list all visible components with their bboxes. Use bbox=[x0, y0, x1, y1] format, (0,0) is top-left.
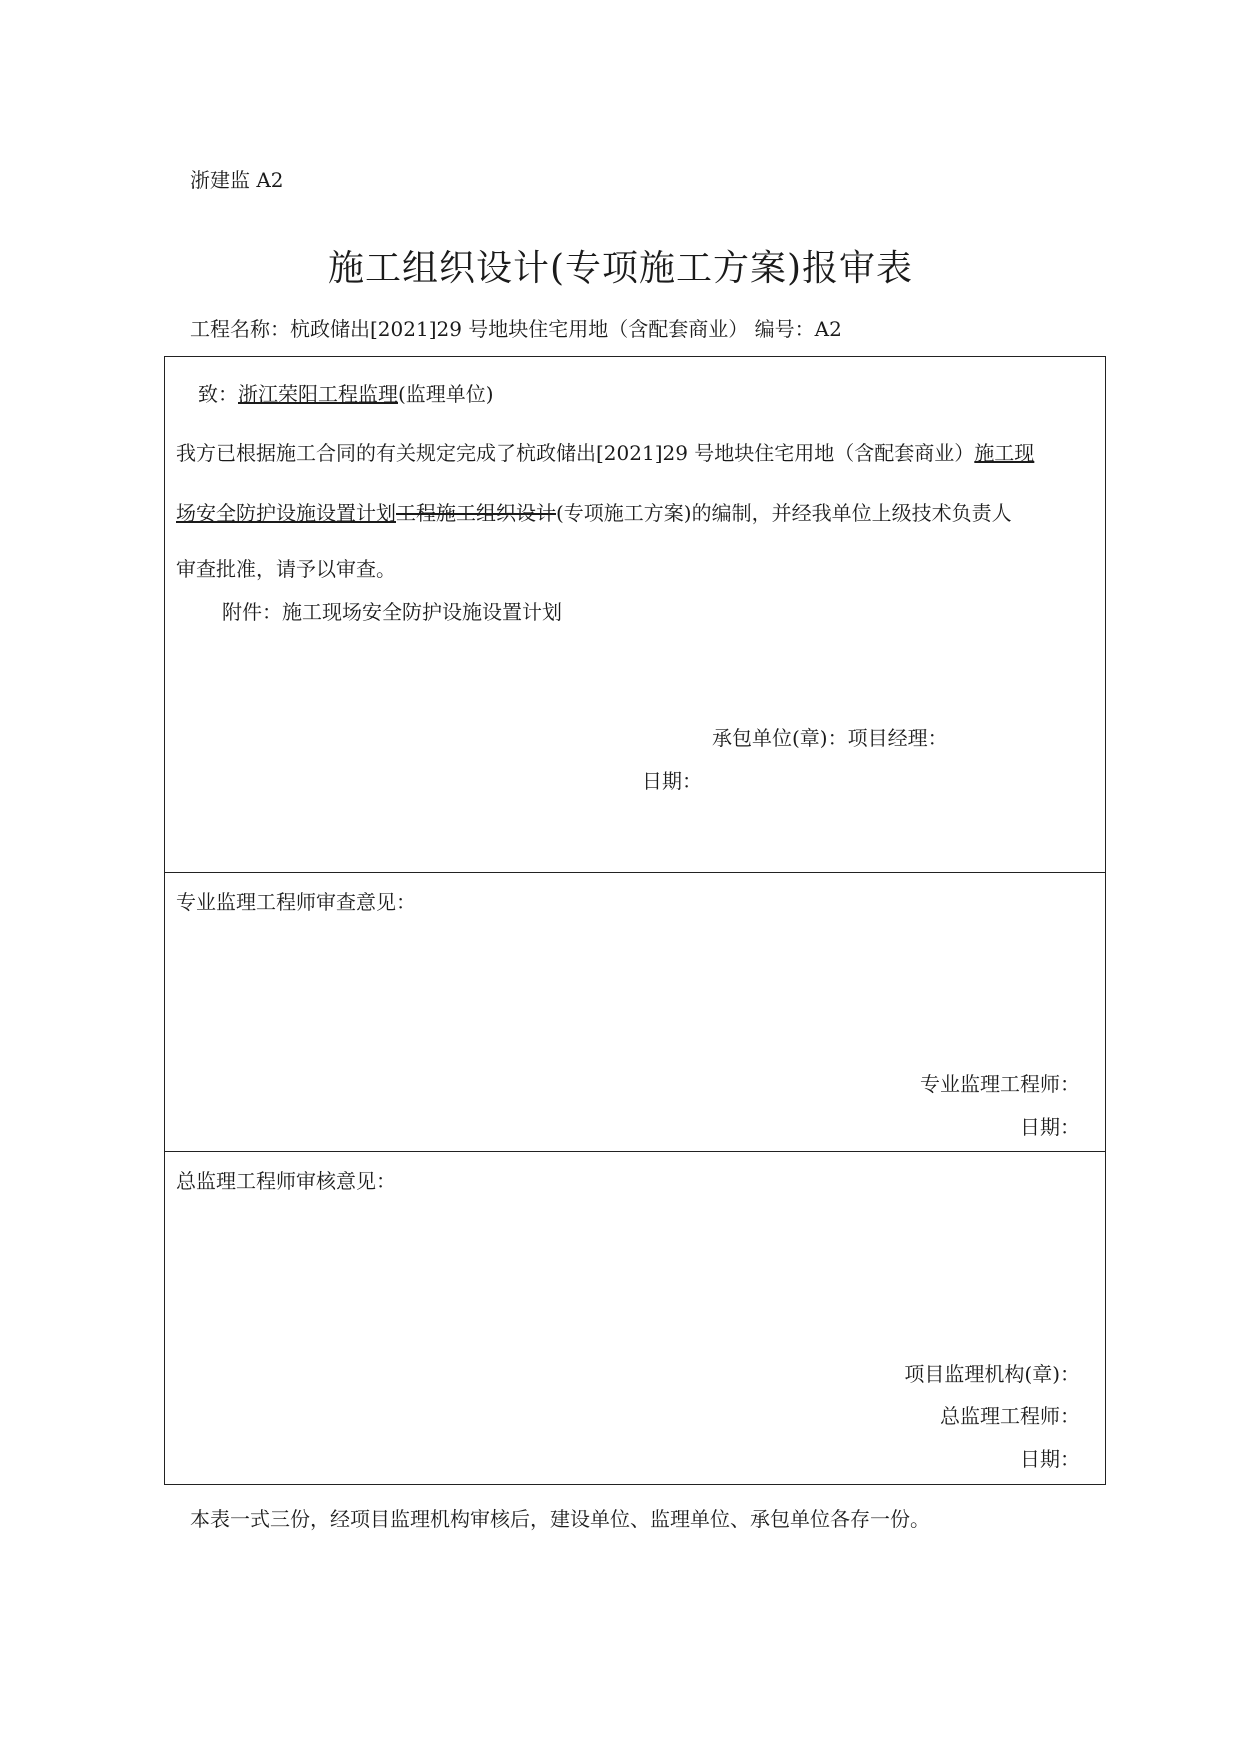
body-line-2 bbox=[176, 497, 1012, 526]
contractor-date-label: 日期： bbox=[642, 769, 702, 793]
form-title: 施工组织设计(专项施工方案)报审表 bbox=[327, 248, 914, 289]
project-number-label: 编号： bbox=[754, 317, 815, 341]
project-number-value: A2 bbox=[814, 317, 842, 341]
footnote: 本表一式三份，经项目监理机构审核后，建设单位、监理单位、承包单位各存一份。 bbox=[190, 1507, 930, 1531]
project-line bbox=[190, 313, 842, 342]
addressee-unit-suffix: (监理单位) bbox=[398, 382, 494, 406]
engineer-signature-label: 专业监理工程师： bbox=[920, 1072, 1080, 1096]
body-line-1 bbox=[176, 437, 1034, 466]
contractor-signature-label: 承包单位(章)：项目经理： bbox=[712, 726, 948, 750]
body-line-1-prefix: 我方已根据施工合同的有关规定完成了杭政储出[2021]29 号地块住宅用地（含配套商业） bbox=[176, 441, 975, 465]
chief-date-label: 日期： bbox=[1020, 1447, 1080, 1471]
chief-signature-label: 总监理工程师： bbox=[940, 1404, 1080, 1428]
attachment-line: 附件：施工现场安全防护设施设置计划 bbox=[222, 600, 562, 624]
section-divider-1 bbox=[164, 872, 1106, 873]
project-name-value: 杭政储出[2021]29 号地块住宅用地（含配套商业） bbox=[290, 317, 749, 341]
project-name-label: 工程名称： bbox=[190, 317, 290, 341]
addressee-label: 致： bbox=[198, 382, 238, 406]
section-divider-2 bbox=[164, 1151, 1106, 1152]
engineer-opinion-heading: 专业监理工程师审查意见： bbox=[176, 890, 416, 914]
addressee-line bbox=[198, 378, 494, 407]
addressee-unit: 浙江荣阳工程监理 bbox=[238, 382, 398, 406]
body-line-2-suffix: (专项施工方案)的编制，并经我单位上级技术负责人 bbox=[556, 501, 1012, 525]
form-code: 浙建监 A2 bbox=[190, 168, 284, 192]
supervision-org-label: 项目监理机构(章)： bbox=[904, 1362, 1080, 1386]
body-line-3: 审查批准，请予以审查。 bbox=[176, 557, 396, 581]
body-struck-text: 工程施工组织设计 bbox=[396, 501, 556, 525]
body-plan-name-part1: 施工现 bbox=[974, 441, 1035, 465]
engineer-date-label: 日期： bbox=[1020, 1115, 1080, 1139]
chief-opinion-heading: 总监理工程师审核意见： bbox=[176, 1169, 396, 1193]
body-plan-name-part2: 场安全防护设施设置计划 bbox=[176, 501, 396, 525]
